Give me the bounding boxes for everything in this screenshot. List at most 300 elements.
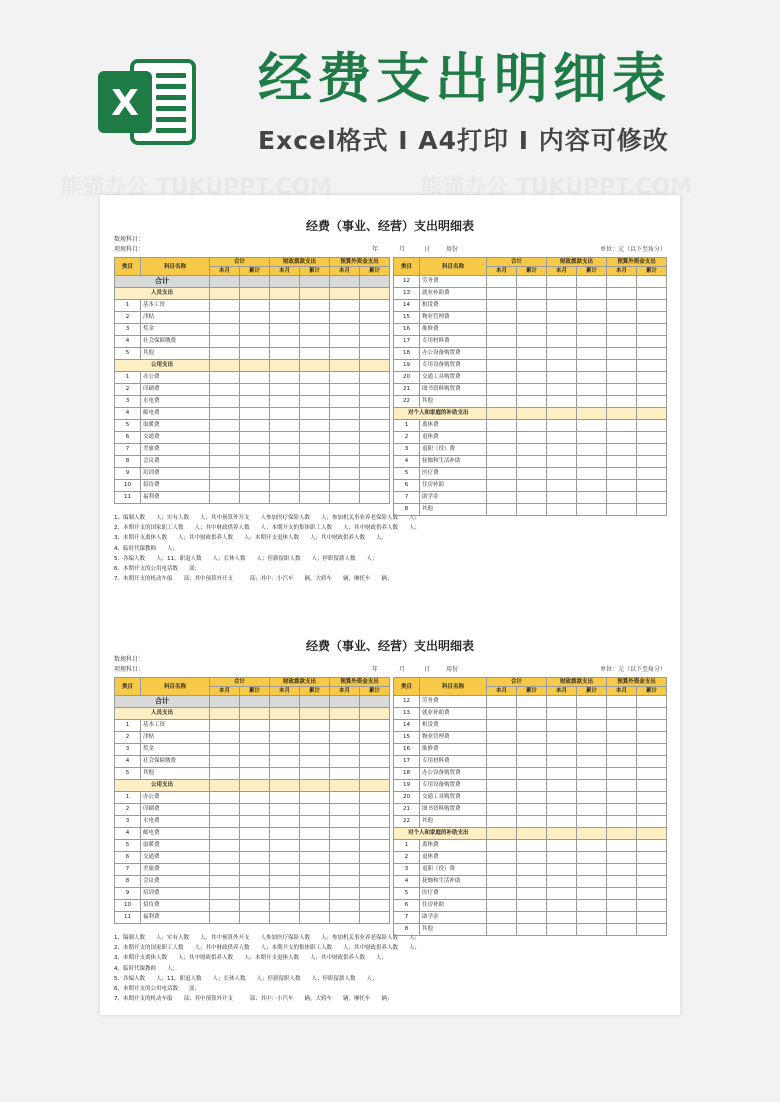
- amount-cell[interactable]: [300, 900, 330, 912]
- amount-cell[interactable]: [487, 912, 517, 924]
- amount-cell[interactable]: [487, 816, 517, 828]
- amount-cell[interactable]: [210, 348, 240, 360]
- amount-cell[interactable]: [270, 708, 300, 720]
- amount-cell[interactable]: [547, 780, 577, 792]
- amount-cell[interactable]: [517, 852, 547, 864]
- amount-cell[interactable]: [577, 840, 607, 852]
- amount-cell[interactable]: [300, 888, 330, 900]
- amount-cell[interactable]: [210, 840, 240, 852]
- amount-cell[interactable]: [270, 876, 300, 888]
- amount-cell[interactable]: [270, 852, 300, 864]
- amount-cell[interactable]: [360, 360, 390, 372]
- amount-cell[interactable]: [360, 792, 390, 804]
- amount-cell[interactable]: [210, 420, 240, 432]
- amount-cell[interactable]: [240, 444, 270, 456]
- amount-cell[interactable]: [300, 480, 330, 492]
- amount-cell[interactable]: [240, 852, 270, 864]
- amount-cell[interactable]: [210, 912, 240, 924]
- amount-cell[interactable]: [300, 396, 330, 408]
- amount-cell[interactable]: [517, 732, 547, 744]
- amount-cell[interactable]: [210, 876, 240, 888]
- amount-cell[interactable]: [330, 696, 360, 708]
- amount-cell[interactable]: [270, 732, 300, 744]
- amount-cell[interactable]: [330, 420, 360, 432]
- amount-cell[interactable]: [240, 720, 270, 732]
- amount-cell[interactable]: [607, 504, 637, 516]
- amount-cell[interactable]: [487, 372, 517, 384]
- amount-cell[interactable]: [330, 408, 360, 420]
- amount-cell[interactable]: [270, 468, 300, 480]
- amount-cell[interactable]: [607, 924, 637, 936]
- amount-cell[interactable]: [487, 456, 517, 468]
- amount-cell[interactable]: [547, 348, 577, 360]
- amount-cell[interactable]: [270, 432, 300, 444]
- amount-cell[interactable]: [240, 840, 270, 852]
- amount-cell[interactable]: [577, 852, 607, 864]
- amount-cell[interactable]: [547, 828, 577, 840]
- amount-cell[interactable]: [270, 864, 300, 876]
- amount-cell[interactable]: [330, 756, 360, 768]
- amount-cell[interactable]: [210, 732, 240, 744]
- amount-cell[interactable]: [300, 792, 330, 804]
- amount-cell[interactable]: [637, 312, 667, 324]
- amount-cell[interactable]: [300, 804, 330, 816]
- amount-cell[interactable]: [330, 432, 360, 444]
- amount-cell[interactable]: [210, 360, 240, 372]
- amount-cell[interactable]: [300, 288, 330, 300]
- amount-cell[interactable]: [517, 492, 547, 504]
- amount-cell[interactable]: [270, 492, 300, 504]
- amount-cell[interactable]: [577, 408, 607, 420]
- amount-cell[interactable]: [330, 300, 360, 312]
- amount-cell[interactable]: [240, 696, 270, 708]
- amount-cell[interactable]: [607, 744, 637, 756]
- amount-cell[interactable]: [270, 792, 300, 804]
- amount-cell[interactable]: [240, 396, 270, 408]
- amount-cell[interactable]: [577, 780, 607, 792]
- amount-cell[interactable]: [547, 420, 577, 432]
- amount-cell[interactable]: [270, 456, 300, 468]
- amount-cell[interactable]: [240, 372, 270, 384]
- amount-cell[interactable]: [547, 360, 577, 372]
- amount-cell[interactable]: [360, 756, 390, 768]
- amount-cell[interactable]: [360, 744, 390, 756]
- amount-cell[interactable]: [547, 840, 577, 852]
- amount-cell[interactable]: [577, 744, 607, 756]
- amount-cell[interactable]: [270, 348, 300, 360]
- amount-cell[interactable]: [330, 864, 360, 876]
- amount-cell[interactable]: [210, 852, 240, 864]
- amount-cell[interactable]: [517, 888, 547, 900]
- amount-cell[interactable]: [360, 912, 390, 924]
- amount-cell[interactable]: [487, 276, 517, 288]
- amount-cell[interactable]: [547, 720, 577, 732]
- amount-cell[interactable]: [547, 492, 577, 504]
- amount-cell[interactable]: [240, 732, 270, 744]
- amount-cell[interactable]: [270, 780, 300, 792]
- amount-cell[interactable]: [577, 372, 607, 384]
- amount-cell[interactable]: [330, 876, 360, 888]
- amount-cell[interactable]: [240, 336, 270, 348]
- amount-cell[interactable]: [607, 912, 637, 924]
- amount-cell[interactable]: [300, 492, 330, 504]
- amount-cell[interactable]: [330, 804, 360, 816]
- amount-cell[interactable]: [517, 396, 547, 408]
- amount-cell[interactable]: [637, 864, 667, 876]
- amount-cell[interactable]: [637, 804, 667, 816]
- amount-cell[interactable]: [270, 756, 300, 768]
- amount-cell[interactable]: [577, 312, 607, 324]
- amount-cell[interactable]: [270, 828, 300, 840]
- amount-cell[interactable]: [240, 420, 270, 432]
- amount-cell[interactable]: [637, 912, 667, 924]
- amount-cell[interactable]: [487, 480, 517, 492]
- amount-cell[interactable]: [637, 396, 667, 408]
- amount-cell[interactable]: [300, 408, 330, 420]
- amount-cell[interactable]: [300, 360, 330, 372]
- amount-cell[interactable]: [547, 396, 577, 408]
- amount-cell[interactable]: [240, 312, 270, 324]
- amount-cell[interactable]: [360, 864, 390, 876]
- amount-cell[interactable]: [517, 780, 547, 792]
- amount-cell[interactable]: [487, 432, 517, 444]
- amount-cell[interactable]: [607, 900, 637, 912]
- amount-cell[interactable]: [360, 900, 390, 912]
- amount-cell[interactable]: [210, 276, 240, 288]
- amount-cell[interactable]: [300, 756, 330, 768]
- amount-cell[interactable]: [637, 780, 667, 792]
- amount-cell[interactable]: [517, 720, 547, 732]
- amount-cell[interactable]: [210, 396, 240, 408]
- amount-cell[interactable]: [517, 276, 547, 288]
- amount-cell[interactable]: [360, 480, 390, 492]
- amount-cell[interactable]: [270, 720, 300, 732]
- amount-cell[interactable]: [487, 492, 517, 504]
- amount-cell[interactable]: [487, 348, 517, 360]
- amount-cell[interactable]: [330, 324, 360, 336]
- amount-cell[interactable]: [547, 372, 577, 384]
- amount-cell[interactable]: [270, 300, 300, 312]
- amount-cell[interactable]: [577, 360, 607, 372]
- amount-cell[interactable]: [360, 456, 390, 468]
- amount-cell[interactable]: [360, 312, 390, 324]
- amount-cell[interactable]: [210, 492, 240, 504]
- amount-cell[interactable]: [517, 744, 547, 756]
- amount-cell[interactable]: [517, 384, 547, 396]
- amount-cell[interactable]: [637, 276, 667, 288]
- amount-cell[interactable]: [300, 816, 330, 828]
- amount-cell[interactable]: [487, 840, 517, 852]
- amount-cell[interactable]: [210, 900, 240, 912]
- amount-cell[interactable]: [240, 816, 270, 828]
- amount-cell[interactable]: [517, 468, 547, 480]
- amount-cell[interactable]: [360, 708, 390, 720]
- amount-cell[interactable]: [517, 768, 547, 780]
- amount-cell[interactable]: [300, 456, 330, 468]
- amount-cell[interactable]: [637, 852, 667, 864]
- amount-cell[interactable]: [487, 312, 517, 324]
- amount-cell[interactable]: [210, 792, 240, 804]
- amount-cell[interactable]: [547, 276, 577, 288]
- amount-cell[interactable]: [637, 816, 667, 828]
- amount-cell[interactable]: [607, 696, 637, 708]
- amount-cell[interactable]: [547, 432, 577, 444]
- amount-cell[interactable]: [517, 816, 547, 828]
- amount-cell[interactable]: [637, 432, 667, 444]
- amount-cell[interactable]: [637, 420, 667, 432]
- amount-cell[interactable]: [487, 408, 517, 420]
- amount-cell[interactable]: [360, 372, 390, 384]
- amount-cell[interactable]: [330, 780, 360, 792]
- amount-cell[interactable]: [240, 756, 270, 768]
- amount-cell[interactable]: [547, 744, 577, 756]
- amount-cell[interactable]: [360, 720, 390, 732]
- amount-cell[interactable]: [607, 852, 637, 864]
- amount-cell[interactable]: [270, 804, 300, 816]
- amount-cell[interactable]: [210, 744, 240, 756]
- amount-cell[interactable]: [637, 768, 667, 780]
- amount-cell[interactable]: [240, 888, 270, 900]
- amount-cell[interactable]: [300, 444, 330, 456]
- amount-cell[interactable]: [547, 468, 577, 480]
- amount-cell[interactable]: [607, 720, 637, 732]
- amount-cell[interactable]: [637, 924, 667, 936]
- amount-cell[interactable]: [270, 396, 300, 408]
- amount-cell[interactable]: [270, 912, 300, 924]
- amount-cell[interactable]: [517, 900, 547, 912]
- amount-cell[interactable]: [517, 840, 547, 852]
- amount-cell[interactable]: [360, 432, 390, 444]
- amount-cell[interactable]: [637, 288, 667, 300]
- amount-cell[interactable]: [360, 468, 390, 480]
- amount-cell[interactable]: [487, 924, 517, 936]
- amount-cell[interactable]: [210, 816, 240, 828]
- amount-cell[interactable]: [240, 900, 270, 912]
- amount-cell[interactable]: [637, 792, 667, 804]
- amount-cell[interactable]: [607, 420, 637, 432]
- amount-cell[interactable]: [637, 444, 667, 456]
- amount-cell[interactable]: [300, 348, 330, 360]
- amount-cell[interactable]: [577, 276, 607, 288]
- amount-cell[interactable]: [360, 396, 390, 408]
- amount-cell[interactable]: [487, 900, 517, 912]
- amount-cell[interactable]: [270, 276, 300, 288]
- amount-cell[interactable]: [637, 888, 667, 900]
- amount-cell[interactable]: [300, 276, 330, 288]
- amount-cell[interactable]: [210, 312, 240, 324]
- amount-cell[interactable]: [487, 888, 517, 900]
- amount-cell[interactable]: [210, 444, 240, 456]
- amount-cell[interactable]: [300, 744, 330, 756]
- amount-cell[interactable]: [637, 900, 667, 912]
- amount-cell[interactable]: [607, 816, 637, 828]
- amount-cell[interactable]: [637, 732, 667, 744]
- amount-cell[interactable]: [487, 468, 517, 480]
- amount-cell[interactable]: [240, 780, 270, 792]
- amount-cell[interactable]: [577, 864, 607, 876]
- amount-cell[interactable]: [330, 840, 360, 852]
- amount-cell[interactable]: [270, 408, 300, 420]
- amount-cell[interactable]: [487, 744, 517, 756]
- amount-cell[interactable]: [360, 288, 390, 300]
- amount-cell[interactable]: [547, 864, 577, 876]
- amount-cell[interactable]: [330, 456, 360, 468]
- amount-cell[interactable]: [210, 708, 240, 720]
- amount-cell[interactable]: [300, 324, 330, 336]
- amount-cell[interactable]: [270, 816, 300, 828]
- amount-cell[interactable]: [607, 372, 637, 384]
- amount-cell[interactable]: [547, 300, 577, 312]
- amount-cell[interactable]: [487, 288, 517, 300]
- amount-cell[interactable]: [637, 408, 667, 420]
- amount-cell[interactable]: [360, 444, 390, 456]
- amount-cell[interactable]: [577, 492, 607, 504]
- amount-cell[interactable]: [607, 828, 637, 840]
- amount-cell[interactable]: [517, 708, 547, 720]
- amount-cell[interactable]: [360, 384, 390, 396]
- amount-cell[interactable]: [240, 360, 270, 372]
- amount-cell[interactable]: [360, 300, 390, 312]
- amount-cell[interactable]: [547, 768, 577, 780]
- amount-cell[interactable]: [487, 384, 517, 396]
- amount-cell[interactable]: [270, 444, 300, 456]
- amount-cell[interactable]: [360, 420, 390, 432]
- amount-cell[interactable]: [577, 876, 607, 888]
- amount-cell[interactable]: [577, 888, 607, 900]
- amount-cell[interactable]: [240, 876, 270, 888]
- amount-cell[interactable]: [547, 888, 577, 900]
- amount-cell[interactable]: [547, 444, 577, 456]
- amount-cell[interactable]: [517, 372, 547, 384]
- amount-cell[interactable]: [330, 480, 360, 492]
- amount-cell[interactable]: [487, 876, 517, 888]
- amount-cell[interactable]: [607, 432, 637, 444]
- amount-cell[interactable]: [300, 732, 330, 744]
- amount-cell[interactable]: [210, 720, 240, 732]
- amount-cell[interactable]: [330, 900, 360, 912]
- amount-cell[interactable]: [300, 372, 330, 384]
- amount-cell[interactable]: [637, 708, 667, 720]
- amount-cell[interactable]: [577, 444, 607, 456]
- amount-cell[interactable]: [240, 468, 270, 480]
- amount-cell[interactable]: [330, 744, 360, 756]
- amount-cell[interactable]: [240, 804, 270, 816]
- amount-cell[interactable]: [330, 732, 360, 744]
- amount-cell[interactable]: [210, 324, 240, 336]
- amount-cell[interactable]: [637, 504, 667, 516]
- amount-cell[interactable]: [210, 804, 240, 816]
- amount-cell[interactable]: [637, 372, 667, 384]
- amount-cell[interactable]: [300, 384, 330, 396]
- amount-cell[interactable]: [210, 456, 240, 468]
- amount-cell[interactable]: [210, 432, 240, 444]
- amount-cell[interactable]: [240, 492, 270, 504]
- amount-cell[interactable]: [637, 720, 667, 732]
- amount-cell[interactable]: [487, 756, 517, 768]
- amount-cell[interactable]: [300, 708, 330, 720]
- amount-cell[interactable]: [360, 276, 390, 288]
- amount-cell[interactable]: [240, 828, 270, 840]
- amount-cell[interactable]: [330, 492, 360, 504]
- amount-cell[interactable]: [637, 828, 667, 840]
- amount-cell[interactable]: [270, 744, 300, 756]
- amount-cell[interactable]: [270, 888, 300, 900]
- amount-cell[interactable]: [637, 744, 667, 756]
- amount-cell[interactable]: [330, 720, 360, 732]
- amount-cell[interactable]: [547, 312, 577, 324]
- amount-cell[interactable]: [577, 792, 607, 804]
- amount-cell[interactable]: [577, 336, 607, 348]
- amount-cell[interactable]: [637, 348, 667, 360]
- amount-cell[interactable]: [330, 372, 360, 384]
- amount-cell[interactable]: [487, 504, 517, 516]
- amount-cell[interactable]: [517, 480, 547, 492]
- amount-cell[interactable]: [240, 300, 270, 312]
- amount-cell[interactable]: [240, 408, 270, 420]
- amount-cell[interactable]: [330, 468, 360, 480]
- amount-cell[interactable]: [210, 888, 240, 900]
- amount-cell[interactable]: [577, 480, 607, 492]
- amount-cell[interactable]: [270, 384, 300, 396]
- amount-cell[interactable]: [300, 876, 330, 888]
- amount-cell[interactable]: [547, 708, 577, 720]
- amount-cell[interactable]: [330, 792, 360, 804]
- amount-cell[interactable]: [637, 300, 667, 312]
- amount-cell[interactable]: [270, 696, 300, 708]
- amount-cell[interactable]: [270, 768, 300, 780]
- amount-cell[interactable]: [517, 324, 547, 336]
- amount-cell[interactable]: [607, 324, 637, 336]
- amount-cell[interactable]: [547, 804, 577, 816]
- amount-cell[interactable]: [547, 900, 577, 912]
- amount-cell[interactable]: [270, 324, 300, 336]
- amount-cell[interactable]: [240, 348, 270, 360]
- amount-cell[interactable]: [360, 876, 390, 888]
- amount-cell[interactable]: [517, 864, 547, 876]
- amount-cell[interactable]: [637, 324, 667, 336]
- amount-cell[interactable]: [547, 924, 577, 936]
- amount-cell[interactable]: [577, 924, 607, 936]
- amount-cell[interactable]: [547, 324, 577, 336]
- amount-cell[interactable]: [517, 348, 547, 360]
- amount-cell[interactable]: [577, 804, 607, 816]
- amount-cell[interactable]: [517, 360, 547, 372]
- amount-cell[interactable]: [330, 912, 360, 924]
- amount-cell[interactable]: [240, 864, 270, 876]
- amount-cell[interactable]: [637, 336, 667, 348]
- amount-cell[interactable]: [607, 804, 637, 816]
- amount-cell[interactable]: [517, 456, 547, 468]
- amount-cell[interactable]: [517, 312, 547, 324]
- amount-cell[interactable]: [240, 744, 270, 756]
- amount-cell[interactable]: [360, 348, 390, 360]
- amount-cell[interactable]: [547, 336, 577, 348]
- amount-cell[interactable]: [300, 864, 330, 876]
- amount-cell[interactable]: [577, 348, 607, 360]
- amount-cell[interactable]: [607, 888, 637, 900]
- amount-cell[interactable]: [547, 384, 577, 396]
- amount-cell[interactable]: [637, 384, 667, 396]
- amount-cell[interactable]: [577, 708, 607, 720]
- amount-cell[interactable]: [637, 480, 667, 492]
- amount-cell[interactable]: [360, 780, 390, 792]
- amount-cell[interactable]: [577, 900, 607, 912]
- amount-cell[interactable]: [637, 492, 667, 504]
- amount-cell[interactable]: [270, 900, 300, 912]
- amount-cell[interactable]: [577, 468, 607, 480]
- amount-cell[interactable]: [210, 288, 240, 300]
- amount-cell[interactable]: [637, 468, 667, 480]
